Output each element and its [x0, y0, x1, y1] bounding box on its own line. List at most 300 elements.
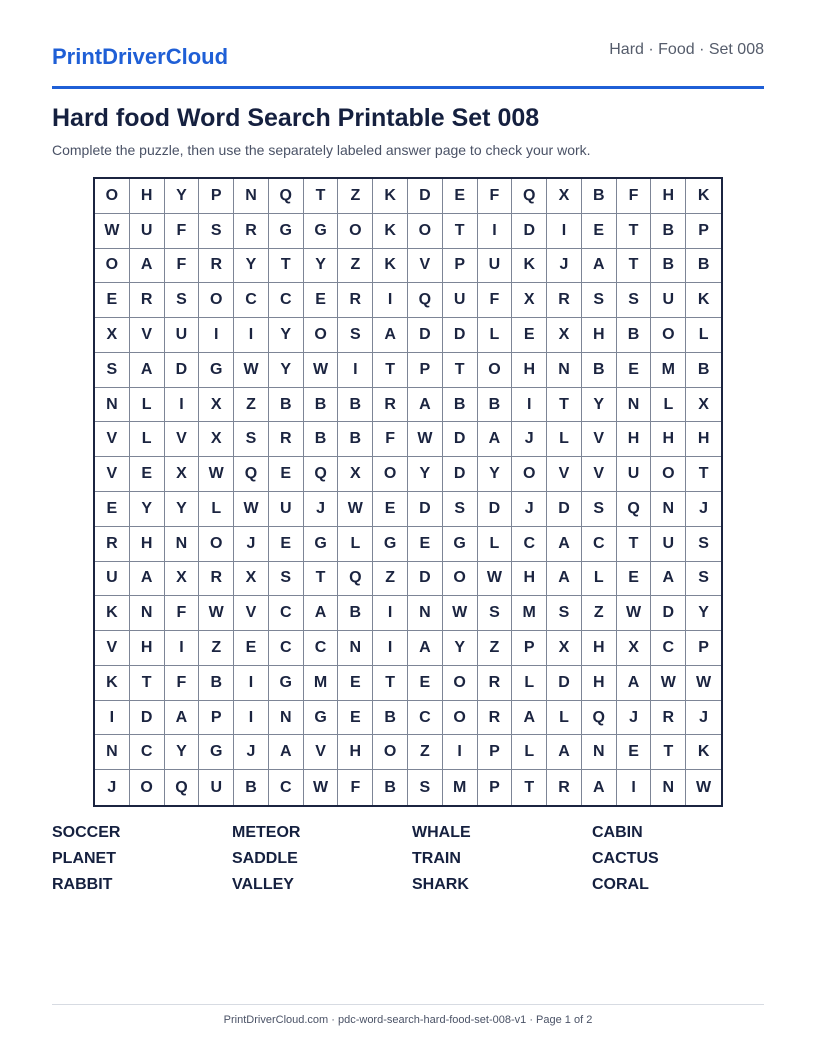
grid-cell: C [269, 631, 304, 666]
grid-cell: S [478, 596, 513, 631]
grid-cell: E [338, 701, 373, 736]
grid-cell: O [373, 735, 408, 770]
grid-cell: E [234, 631, 269, 666]
grid-cell: D [408, 492, 443, 527]
word-list-item: CABIN [592, 824, 643, 841]
grid-cell: Y [234, 249, 269, 284]
grid-cell: A [617, 666, 652, 701]
grid-cell: W [478, 562, 513, 597]
grid-cell: W [199, 457, 234, 492]
grid-cell: T [617, 249, 652, 284]
grid-cell: I [443, 735, 478, 770]
grid-cell: I [373, 631, 408, 666]
grid-cell: M [651, 353, 686, 388]
grid-cell: M [304, 666, 339, 701]
grid-cell: Y [443, 631, 478, 666]
grid-cell: L [686, 318, 721, 353]
grid-cell: G [373, 527, 408, 562]
grid-cell: B [338, 596, 373, 631]
grid-cell: Y [165, 179, 200, 214]
grid-cell: R [269, 422, 304, 457]
grid-cell: M [443, 770, 478, 805]
grid-cell: H [582, 666, 617, 701]
grid-cell: T [547, 388, 582, 423]
word-list-item: WHALE [412, 824, 471, 841]
grid-cell: X [547, 179, 582, 214]
grid-cell: N [130, 596, 165, 631]
grid-cell: Z [373, 562, 408, 597]
grid-cell: C [408, 701, 443, 736]
grid-cell: T [304, 562, 339, 597]
grid-cell: L [199, 492, 234, 527]
grid-cell: D [408, 318, 443, 353]
grid-cell: L [582, 562, 617, 597]
grid-cell: I [234, 701, 269, 736]
grid-cell: C [269, 770, 304, 805]
grid-cell: A [408, 631, 443, 666]
grid-cell: K [95, 596, 130, 631]
grid-cell: X [199, 388, 234, 423]
grid-cell: R [234, 214, 269, 249]
grid-cell: X [234, 562, 269, 597]
grid-cell: O [304, 318, 339, 353]
grid-cell: K [512, 249, 547, 284]
grid-cell: U [651, 283, 686, 318]
grid-cell: T [512, 770, 547, 805]
grid-cell: N [165, 527, 200, 562]
grid-cell: I [199, 318, 234, 353]
grid-cell: S [443, 492, 478, 527]
word-list-item: SHARK [412, 876, 469, 893]
category-tags: Hard · Food · Set 008 [609, 41, 764, 58]
grid-cell: Z [234, 388, 269, 423]
grid-cell: U [478, 249, 513, 284]
grid-cell: I [338, 353, 373, 388]
grid-cell: Z [338, 249, 373, 284]
grid-cell: V [582, 457, 617, 492]
grid-cell: W [234, 492, 269, 527]
grid-cell: K [373, 249, 408, 284]
grid-cell: S [582, 283, 617, 318]
grid-cell: E [269, 527, 304, 562]
grid-cell: X [686, 388, 721, 423]
grid-cell: U [651, 527, 686, 562]
grid-cell: L [338, 527, 373, 562]
grid-cell: O [408, 214, 443, 249]
grid-cell: P [478, 735, 513, 770]
grid-cell: B [651, 214, 686, 249]
grid-cell: A [373, 318, 408, 353]
grid-cell: B [304, 422, 339, 457]
grid-cell: A [130, 562, 165, 597]
grid-cell: T [130, 666, 165, 701]
grid-cell: G [199, 735, 234, 770]
grid-cell: V [304, 735, 339, 770]
grid-cell: O [512, 457, 547, 492]
grid-cell: H [686, 422, 721, 457]
grid-cell: L [512, 666, 547, 701]
grid-cell: D [443, 457, 478, 492]
word-list-item: SADDLE [232, 850, 298, 867]
grid-cell: H [512, 353, 547, 388]
grid-cell: T [617, 214, 652, 249]
grid-cell: Q [269, 179, 304, 214]
grid-cell: F [165, 596, 200, 631]
grid-cell: N [547, 353, 582, 388]
grid-cell: I [373, 596, 408, 631]
grid-cell: X [617, 631, 652, 666]
grid-cell: D [547, 492, 582, 527]
grid-cell: B [269, 388, 304, 423]
grid-cell: G [269, 666, 304, 701]
grid-cell: N [95, 735, 130, 770]
grid-cell: U [269, 492, 304, 527]
grid-cell: J [512, 422, 547, 457]
grid-cell: Q [512, 179, 547, 214]
grid-cell: H [582, 631, 617, 666]
grid-cell: V [547, 457, 582, 492]
grid-cell: N [617, 388, 652, 423]
grid-cell: C [651, 631, 686, 666]
word-list-item: CACTUS [592, 850, 659, 867]
grid-cell: F [617, 179, 652, 214]
grid-cell: B [443, 388, 478, 423]
grid-cell: Q [304, 457, 339, 492]
grid-cell: W [95, 214, 130, 249]
grid-cell: D [130, 701, 165, 736]
grid-cell: D [512, 214, 547, 249]
grid-cell: E [269, 457, 304, 492]
grid-cell: N [234, 179, 269, 214]
grid-cell: O [443, 562, 478, 597]
grid-cell: J [234, 527, 269, 562]
grid-cell: Z [338, 179, 373, 214]
grid-cell: Q [582, 701, 617, 736]
grid-cell: U [443, 283, 478, 318]
grid-cell: D [443, 318, 478, 353]
grid-cell: Q [338, 562, 373, 597]
grid-cell: B [686, 249, 721, 284]
grid-cell: H [130, 631, 165, 666]
grid-cell: X [199, 422, 234, 457]
grid-cell: E [408, 666, 443, 701]
grid-cell: B [373, 770, 408, 805]
grid-cell: Y [582, 388, 617, 423]
word-list [52, 824, 764, 894]
grid-cell: N [582, 735, 617, 770]
grid-cell: C [130, 735, 165, 770]
grid-cell: E [408, 527, 443, 562]
grid-cell: T [443, 353, 478, 388]
grid-cell: K [686, 179, 721, 214]
grid-cell: L [547, 422, 582, 457]
grid-cell: L [651, 388, 686, 423]
grid-cell: Z [582, 596, 617, 631]
grid-cell: O [130, 770, 165, 805]
grid-cell: G [304, 701, 339, 736]
grid-cell: A [408, 388, 443, 423]
grid-cell: I [617, 770, 652, 805]
grid-cell: O [199, 283, 234, 318]
grid-cell: D [651, 596, 686, 631]
grid-cell: N [269, 701, 304, 736]
word-list-item: METEOR [232, 824, 301, 841]
grid-cell: W [304, 353, 339, 388]
grid-cell: W [651, 666, 686, 701]
grid-cell: W [234, 353, 269, 388]
grid-cell: W [443, 596, 478, 631]
grid-cell: Y [686, 596, 721, 631]
grid-cell: K [686, 735, 721, 770]
grid-cell: I [373, 283, 408, 318]
grid-cell: L [512, 735, 547, 770]
grid-cell: W [304, 770, 339, 805]
grid-cell: E [373, 492, 408, 527]
grid-cell: Q [408, 283, 443, 318]
grid-cell: X [165, 562, 200, 597]
grid-cell: F [478, 283, 513, 318]
grid-cell: A [582, 249, 617, 284]
grid-cell: W [338, 492, 373, 527]
grid-cell: I [165, 631, 200, 666]
grid-cell: S [408, 770, 443, 805]
grid-cell: I [547, 214, 582, 249]
grid-cell: P [199, 179, 234, 214]
grid-cell: I [478, 214, 513, 249]
grid-cell: Y [269, 353, 304, 388]
grid-cell: C [512, 527, 547, 562]
grid-cell: B [582, 179, 617, 214]
grid-cell: J [686, 701, 721, 736]
grid-cell: I [165, 388, 200, 423]
grid-cell: V [408, 249, 443, 284]
grid-cell: H [338, 735, 373, 770]
grid-cell: Y [478, 457, 513, 492]
grid-cell: P [686, 214, 721, 249]
grid-cell: L [130, 422, 165, 457]
brand-logo[interactable]: PrintDriverCloud [52, 44, 229, 69]
grid-cell: X [547, 631, 582, 666]
grid-cell: E [617, 735, 652, 770]
grid-cell: N [338, 631, 373, 666]
grid-cell: F [165, 214, 200, 249]
grid-cell: H [651, 179, 686, 214]
grid-cell: W [408, 422, 443, 457]
grid-cell: Y [408, 457, 443, 492]
grid-cell: H [651, 422, 686, 457]
grid-cell: V [95, 631, 130, 666]
grid-cell: E [95, 492, 130, 527]
grid-cell: D [408, 562, 443, 597]
grid-cell: Y [165, 492, 200, 527]
grid-cell: Q [165, 770, 200, 805]
grid-cell: E [304, 283, 339, 318]
grid-cell: S [338, 318, 373, 353]
grid-cell: I [95, 701, 130, 736]
grid-cell: B [234, 770, 269, 805]
grid-cell: D [478, 492, 513, 527]
grid-cell: Q [617, 492, 652, 527]
grid-cell: N [95, 388, 130, 423]
grid-cell: T [373, 353, 408, 388]
page-header [52, 38, 764, 89]
grid-cell: U [199, 770, 234, 805]
grid-cell: A [651, 562, 686, 597]
grid-cell: X [165, 457, 200, 492]
grid-cell: S [582, 492, 617, 527]
grid-cell: O [95, 249, 130, 284]
grid-cell: T [617, 527, 652, 562]
grid-cell: H [130, 527, 165, 562]
grid-cell: O [443, 666, 478, 701]
grid-cell: B [582, 353, 617, 388]
grid-cell: N [651, 770, 686, 805]
grid-cell: T [651, 735, 686, 770]
grid-cell: U [130, 214, 165, 249]
grid-cell: W [617, 596, 652, 631]
grid-cell: W [199, 596, 234, 631]
grid-cell: C [234, 283, 269, 318]
grid-cell: F [165, 249, 200, 284]
grid-cell: D [408, 179, 443, 214]
grid-cell: T [269, 249, 304, 284]
grid-cell: J [617, 701, 652, 736]
grid-cell: B [617, 318, 652, 353]
grid-cell: I [234, 318, 269, 353]
grid-cell: R [547, 770, 582, 805]
grid-cell: P [408, 353, 443, 388]
page-subtitle: Complete the puzzle, then use the separately labeled answer page to check your work. [52, 142, 591, 158]
grid-cell: S [269, 562, 304, 597]
grid-cell: X [95, 318, 130, 353]
grid-cell: B [338, 388, 373, 423]
grid-cell: E [443, 179, 478, 214]
grid-cell: O [338, 214, 373, 249]
grid-cell: T [686, 457, 721, 492]
grid-cell: A [547, 735, 582, 770]
grid-cell: T [443, 214, 478, 249]
word-list-item: RABBIT [52, 876, 113, 893]
grid-cell: A [304, 596, 339, 631]
grid-cell: K [95, 666, 130, 701]
grid-cell: B [338, 422, 373, 457]
grid-cell: P [478, 770, 513, 805]
grid-cell: E [95, 283, 130, 318]
grid-cell: R [651, 701, 686, 736]
grid-cell: C [304, 631, 339, 666]
grid-cell: A [582, 770, 617, 805]
grid-cell: U [617, 457, 652, 492]
grid-cell: L [130, 388, 165, 423]
grid-cell: S [199, 214, 234, 249]
grid-cell: V [165, 422, 200, 457]
grid-cell: E [512, 318, 547, 353]
grid-cell: G [199, 353, 234, 388]
word-list-item: PLANET [52, 850, 116, 867]
grid-cell: U [165, 318, 200, 353]
grid-cell: O [443, 701, 478, 736]
grid-cell: G [269, 214, 304, 249]
grid-cell: L [478, 527, 513, 562]
grid-cell: O [651, 457, 686, 492]
grid-cell: D [165, 353, 200, 388]
grid-cell: E [617, 353, 652, 388]
grid-cell: O [478, 353, 513, 388]
grid-cell: A [130, 249, 165, 284]
grid-cell: P [443, 249, 478, 284]
grid-cell: U [95, 562, 130, 597]
grid-cell: B [304, 388, 339, 423]
grid-cell: B [686, 353, 721, 388]
grid-cell: A [547, 527, 582, 562]
grid-cell: W [696, 778, 712, 796]
grid-cell: Y [269, 318, 304, 353]
grid-cell: F [165, 666, 200, 701]
grid-cell: H [130, 179, 165, 214]
grid-cell: O [95, 179, 130, 214]
grid-cell: R [130, 283, 165, 318]
grid-cell: B [199, 666, 234, 701]
page-footer: PrintDriverCloud.com · pdc-word-search-hard-food-set-008-v1 · Page 1 of 2 [223, 1014, 593, 1026]
grid-cell: B [478, 388, 513, 423]
grid-cell: K [686, 283, 721, 318]
grid-cell: F [373, 422, 408, 457]
grid-cell: S [165, 283, 200, 318]
grid-cell: H [582, 318, 617, 353]
grid-cell: H [617, 422, 652, 457]
grid-cell: R [199, 249, 234, 284]
grid-cell: A [165, 701, 200, 736]
grid-cell: E [130, 457, 165, 492]
grid-cell: S [686, 527, 721, 562]
grid-cell: G [304, 214, 339, 249]
grid-cell: B [651, 249, 686, 284]
grid-cell: Y [130, 492, 165, 527]
grid-cell: H [512, 562, 547, 597]
grid-cell: A [478, 422, 513, 457]
grid-cell: O [199, 527, 234, 562]
grid-cell: I [512, 388, 547, 423]
grid-cell: K [373, 214, 408, 249]
grid-cell: P [686, 631, 721, 666]
grid-cell: D [547, 666, 582, 701]
grid-cell: Z [408, 735, 443, 770]
grid-cell: C [269, 596, 304, 631]
grid-cell: O [651, 318, 686, 353]
word-list-item: SOCCER [52, 824, 121, 841]
grid-cell: J [95, 770, 130, 805]
grid-cell: L [547, 701, 582, 736]
grid-cell: V [95, 457, 130, 492]
grid-cell: G [304, 527, 339, 562]
grid-cell: S [234, 422, 269, 457]
grid-cell: E [617, 562, 652, 597]
grid-cell: X [547, 318, 582, 353]
grid-cell: R [547, 283, 582, 318]
grid-cell: A [512, 701, 547, 736]
page-title: Hard food Word Search Printable Set 008 [52, 104, 540, 132]
grid-cell: E [338, 666, 373, 701]
grid-cell: J [686, 492, 721, 527]
grid-cell: J [304, 492, 339, 527]
grid-cell: V [234, 596, 269, 631]
grid-cell: A [547, 562, 582, 597]
grid-cell: I [234, 666, 269, 701]
grid-cell: Z [478, 631, 513, 666]
grid-cell: S [686, 562, 721, 597]
grid-cell: X [512, 283, 547, 318]
grid-cell: R [338, 283, 373, 318]
